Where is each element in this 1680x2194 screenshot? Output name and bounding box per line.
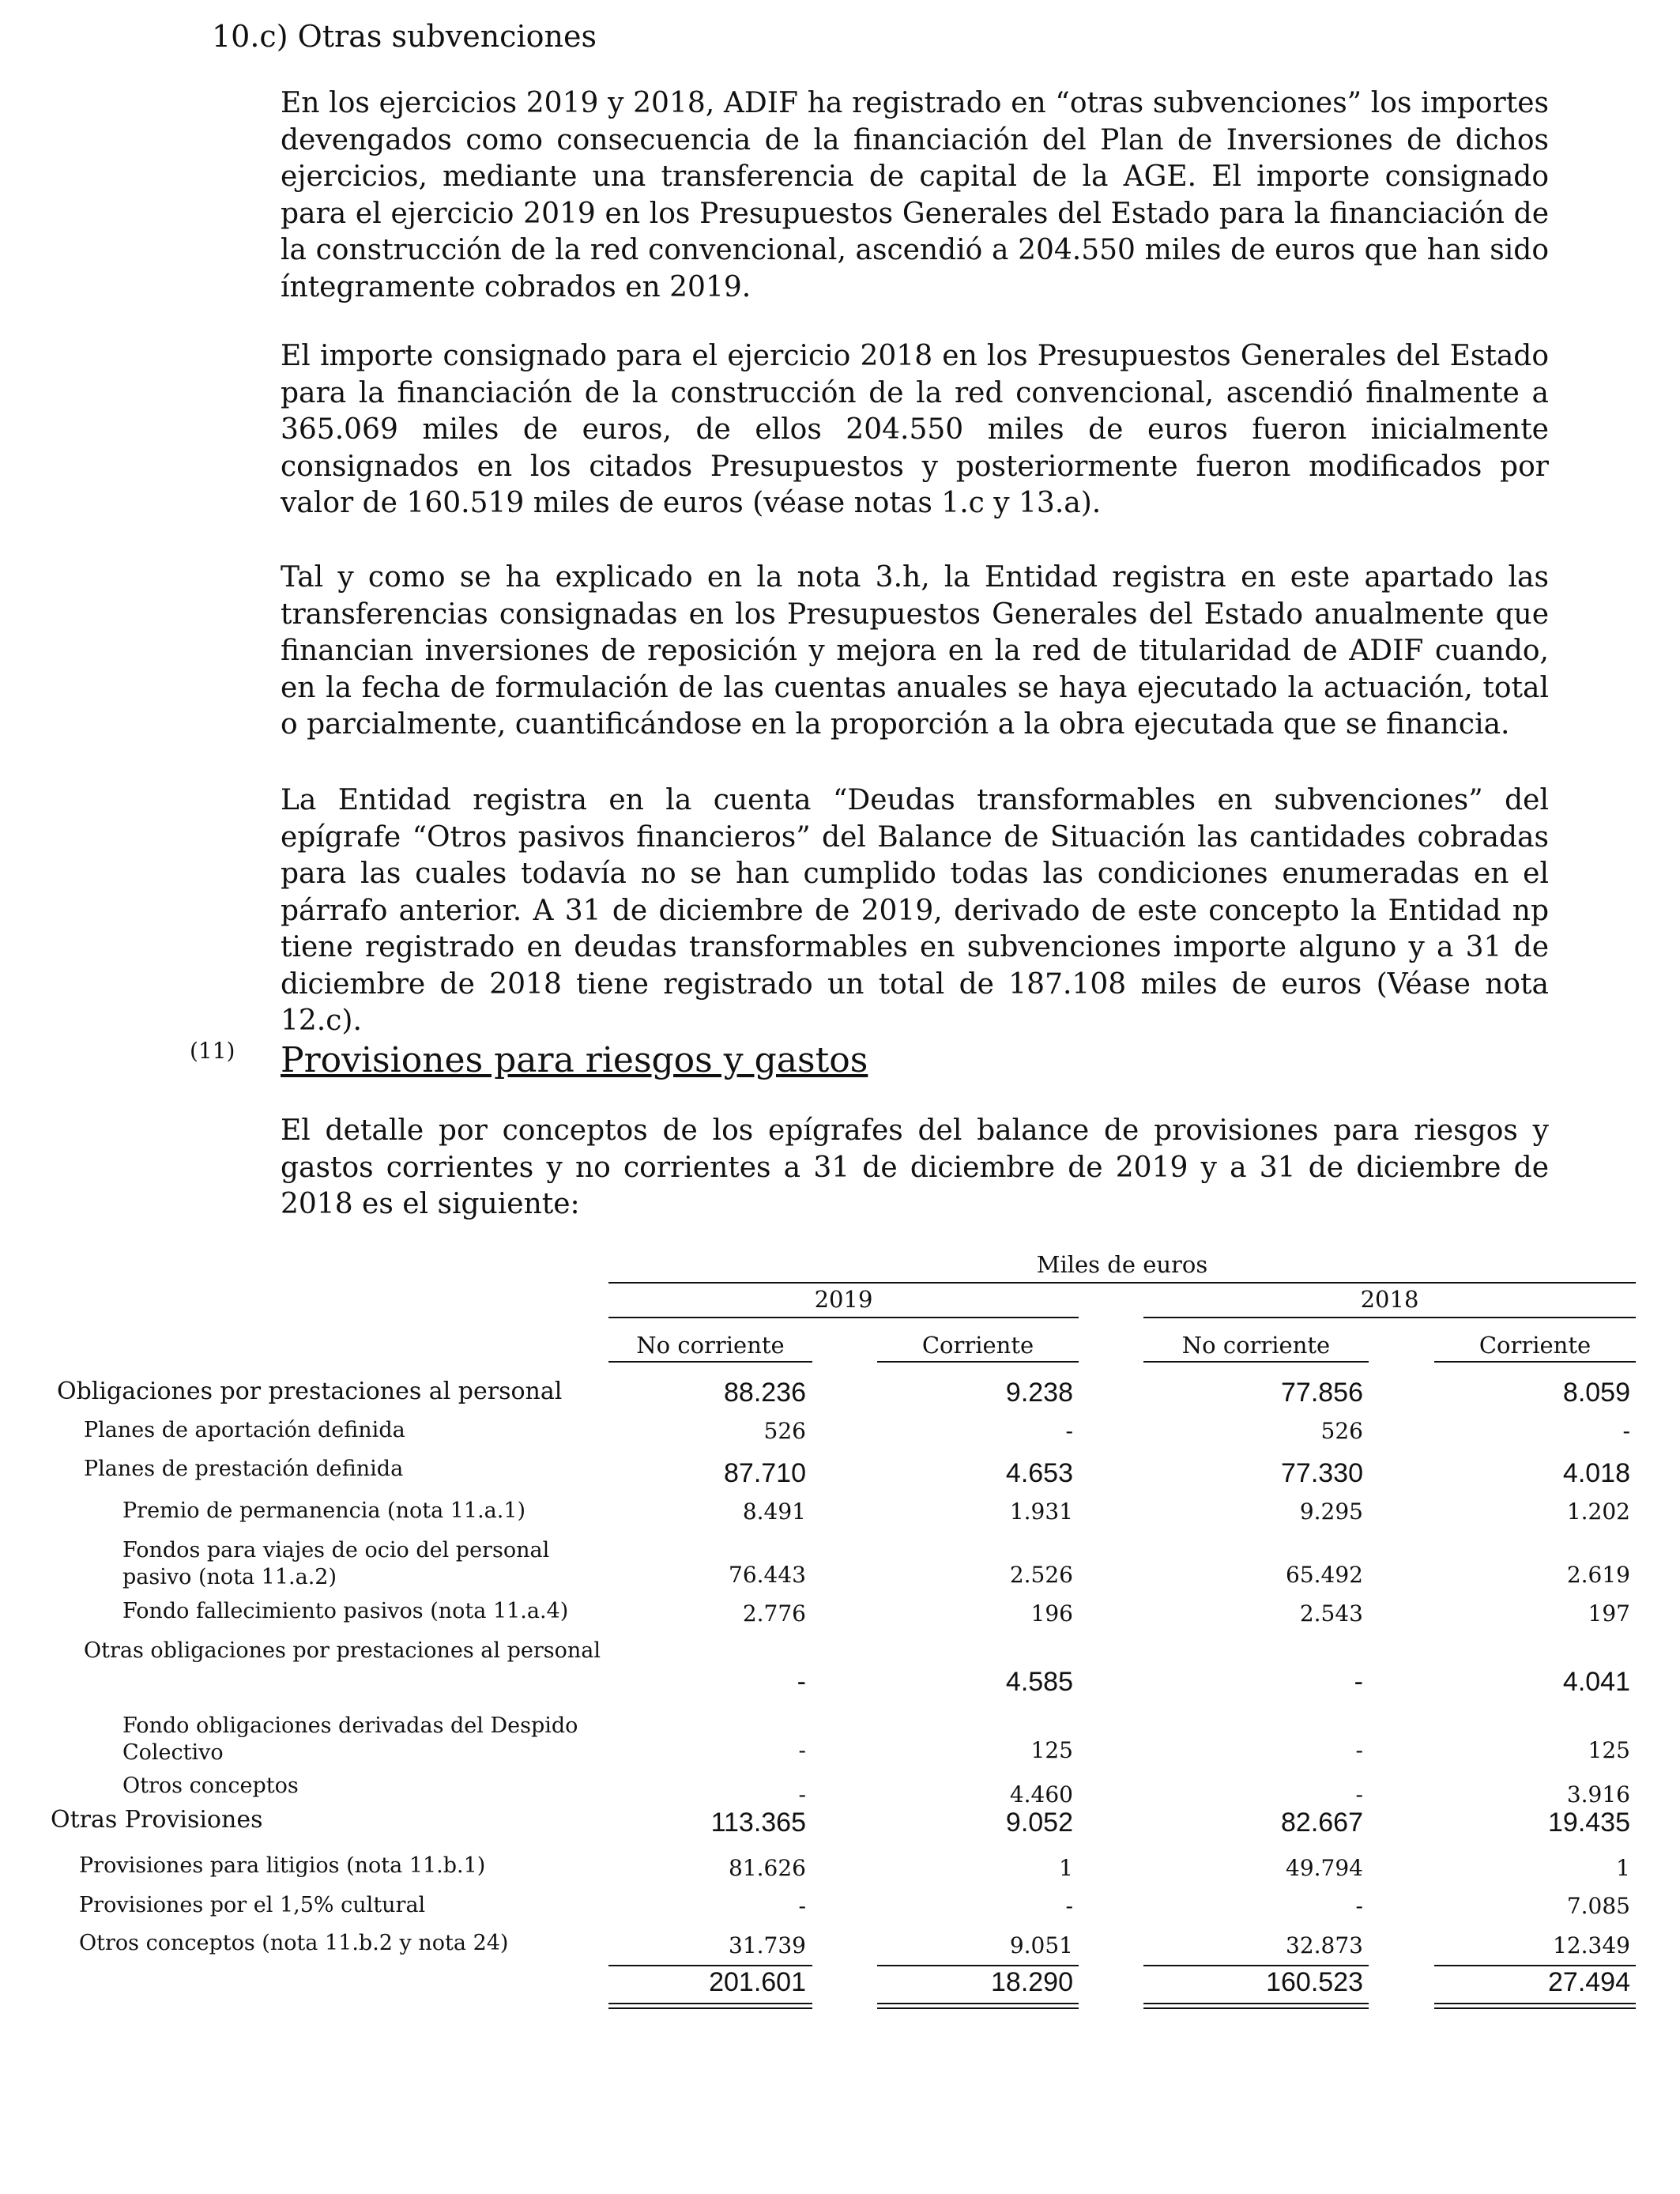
paragraph-4: La Entidad registra en la cuenta “Deudas transformables en subvenciones” del epígrafe “Otros pasivos financieros” del Balance de Situación las cantidades cobradas para las cuales todavía no se han cumplido todas las condiciones enumeradas en el párrafo anterior. A 31 de diciembre de 2019, derivado de este concepto la Entidad np tiene registrado en deudas transformables en subvenciones importe alguno y a 31 de diciembre de 2018 tiene registrado un total de 187.108 miles de euros (Véase nota 12.c). [281,784,1549,1037]
table-cell: 2.776 [742,1600,806,1627]
table-cell: 9.052 [1005,1808,1073,1838]
column-rule [1143,1361,1369,1363]
table-cell: 3.916 [1566,1781,1630,1808]
table-row-label: Planes de aportación definida [84,1418,405,1442]
table-row-label: Provisiones para litigios (nota 11.b.1) [79,1853,486,1878]
year-header-2019: 2019 [814,1286,873,1313]
paragraph-2: El importe consignado para el ejercicio 2018 en los Presupuestos Generales del Estado para la financiación de la construcción de la red convencional, ascendió finalmente a 365.069 miles de euros, de ellos 204.550 miles de euros fueron inicialmente consignados en los citados Presupuestos y posteriormente fueron modificados por valor de 160.519 miles de euros (véase notas 1.c y 13.a). [281,340,1549,519]
table-cell: - [798,1737,806,1763]
table-row-label: Otras obligaciones por prestaciones al personal [84,1638,601,1663]
table-cell: - [1355,1781,1363,1808]
table-cell: 9.238 [1005,1378,1073,1408]
total-value: 201.601 [709,1967,806,1997]
year-header-2018: 2018 [1360,1286,1419,1313]
total-double-rule [877,2003,1079,2004]
table-cell: 49.794 [1286,1855,1363,1881]
table-cell: 19.435 [1548,1808,1630,1838]
total-double-rule [1143,2007,1369,2009]
table-cell: 9.295 [1299,1498,1363,1525]
table-row-label: Provisiones por el 1,5% cultural [79,1893,426,1917]
table-cell: 125 [1030,1737,1073,1763]
table-cell: 4.018 [1562,1458,1630,1488]
table-cell: 7.085 [1566,1893,1630,1919]
table-cell: 77.856 [1281,1378,1363,1408]
table-cell: 82.667 [1281,1808,1363,1838]
table-cell: 77.330 [1281,1458,1363,1488]
table-row-label: Fondos para viajes de ocio del personal [122,1538,550,1563]
table-row-label: Otras Provisiones [51,1806,263,1834]
table-cell: 1.931 [1009,1498,1073,1525]
table-cell: 31.739 [729,1932,806,1958]
table-cell: 81.626 [729,1855,806,1881]
table-row-label: Fondo obligaciones derivadas del Despido [122,1713,578,1738]
table-cell: - [1065,1418,1073,1444]
total-value: 160.523 [1266,1967,1363,1997]
table-cell: - [1354,1667,1363,1697]
total-double-rule [608,2003,812,2004]
subsection-heading: 10.c) Otras subvenciones [212,19,597,54]
table-row-label: Otros conceptos [122,1774,299,1798]
paragraph-5: El detalle por conceptos de los epígrafes del balance de provisiones para riesgos y gastos corrientes y no corrientes a 31 de diciembre de 2019 y a 31 de diciembre de 2018 es el siguiente: [281,1114,1549,1220]
table-cell: 9.051 [1009,1932,1073,1958]
table-row-label: Premio de permanencia (nota 11.a.1) [122,1498,526,1523]
table-cell: 197 [1588,1600,1630,1627]
table-cell: - [798,1781,806,1808]
total-double-rule [1434,2007,1636,2009]
table-cell: 526 [1320,1418,1363,1444]
total-double-rule [1434,2003,1636,2004]
column-rule [877,1361,1079,1363]
section-number: (11) [190,1038,235,1064]
column-header: Corriente [1478,1332,1591,1359]
column-header: No corriente [636,1332,785,1359]
table-cell: - [1355,1893,1363,1919]
table-cell: - [1065,1893,1073,1919]
table-unit-header: Miles de euros [1036,1251,1208,1278]
table-cell: 2.543 [1299,1600,1363,1627]
total-double-rule [1143,2003,1369,2004]
table-row-label-cont: Colectivo [122,1740,224,1765]
table-cell: 1 [1059,1855,1073,1881]
table-cell: 76.443 [729,1562,806,1588]
table-row-label: Otros conceptos (nota 11.b.2 y nota 24) [79,1931,509,1955]
table-cell: 32.873 [1286,1932,1363,1958]
table-cell: - [1355,1737,1363,1763]
year-rule-2018 [1143,1317,1636,1318]
total-value: 27.494 [1548,1967,1630,1997]
total-double-rule [877,2007,1079,2009]
table-cell: 113.365 [710,1808,806,1838]
table-cell: 125 [1588,1737,1630,1763]
table-cell: 88.236 [724,1378,806,1408]
year-rule-2019 [608,1317,1079,1318]
table-row-label: Planes de prestación definida [84,1457,404,1481]
header-rule [608,1282,1636,1284]
total-double-rule [608,2007,812,2009]
table-row-label: Fondo fallecimiento pasivos (nota 11.a.4) [122,1599,569,1623]
table-cell: 12.349 [1553,1932,1630,1958]
table-row-label: Obligaciones por prestaciones al personal [57,1378,563,1405]
table-cell: 87.710 [724,1458,806,1488]
table-cell: 196 [1030,1600,1073,1627]
table-cell: 2.619 [1566,1562,1630,1588]
table-cell: 4.653 [1005,1458,1073,1488]
table-cell: 1.202 [1566,1498,1630,1525]
column-header: Corriente [921,1332,1034,1359]
table-cell: 2.526 [1009,1562,1073,1588]
total-value: 18.290 [991,1967,1073,1997]
column-header: No corriente [1181,1332,1331,1359]
table-cell: 526 [763,1418,806,1444]
column-rule [1434,1361,1636,1363]
table-cell: 4.585 [1005,1667,1073,1697]
table-cell: - [1622,1418,1630,1444]
table-cell: 65.492 [1286,1562,1363,1588]
paragraph-1: En los ejercicios 2019 y 2018, ADIF ha registrado en “otras subvenciones” los importes devengados como consecuencia de la financiación del Plan de Inversiones de dichos ejercicios, mediante una transferencia de capital de la AGE. El importe consignado para el ejercicio 2019 en los Presupuestos Generales del Estado para la financiación de la construcción de la red convencional, ascendió a 204.550 miles de euros que han sido íntegramente cobrados en 2019. [281,87,1549,303]
table-cell: 4.460 [1009,1781,1073,1808]
table-cell: 4.041 [1562,1667,1630,1697]
paragraph-3: Tal y como se ha explicado en la nota 3.h, la Entidad registra en este apartado las transferencias consignadas en los Presupuestos Generales del Estado anualmente que financian inversiones de reposición y mejora en la red de titularidad de ADIF cuando, en la fecha de formulación de las cuentas anuales se haya ejecutado la actuación, total o parcialmente, cuantificándose en la proporción a la obra ejecutada que se financia. [281,561,1549,741]
table-cell: - [798,1893,806,1919]
table-cell: - [797,1667,806,1697]
table-cell: 8.491 [742,1498,806,1525]
section-title: Provisiones para riesgos y gastos [281,1040,868,1080]
column-rule [608,1361,812,1363]
table-cell: 1 [1616,1855,1630,1881]
table-cell: 8.059 [1562,1378,1630,1408]
table-row-label-cont: pasivo (nota 11.a.2) [122,1565,337,1589]
